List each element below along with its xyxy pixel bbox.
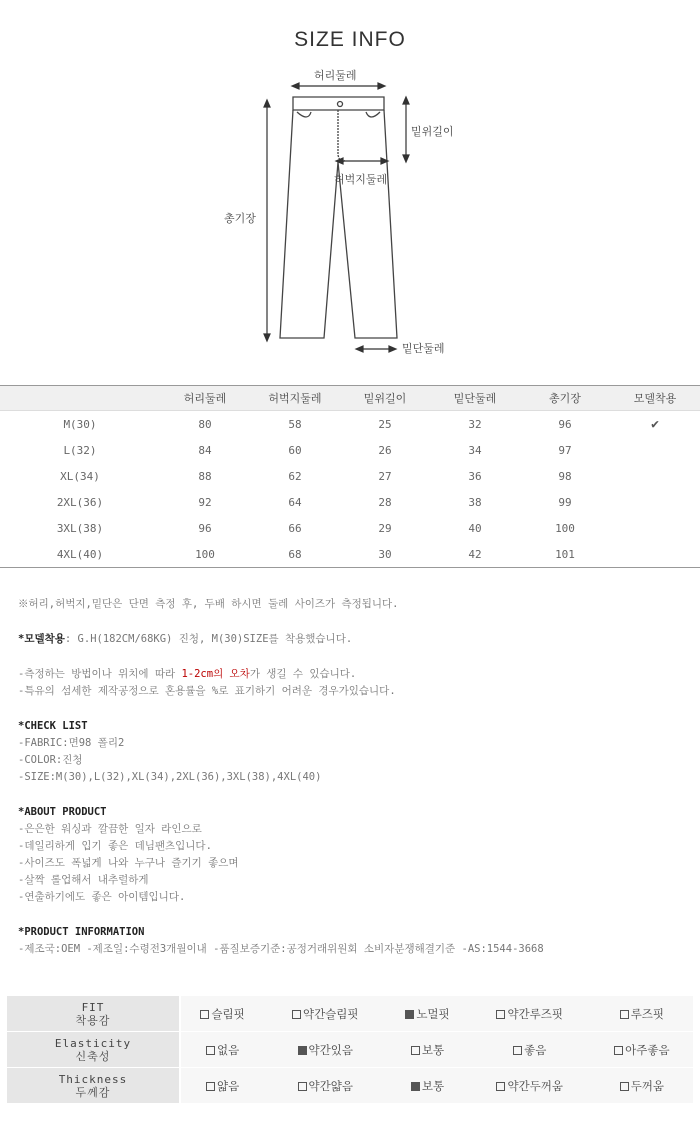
fit-option-label: 얇음: [217, 1078, 240, 1093]
header-cell: 밑단둘레: [430, 386, 520, 411]
unchecked-box-icon: [614, 1046, 623, 1055]
unchecked-box-icon: [513, 1046, 522, 1055]
table-row: [0, 411, 700, 438]
fit-option: [264, 996, 386, 1032]
fit-row: [7, 1068, 693, 1104]
fit-row-label: [7, 996, 180, 1032]
value-cell: [610, 541, 700, 568]
value-cell: 27: [378, 469, 392, 483]
fit-option-label: 보통: [421, 1078, 445, 1093]
size-cell: L(32): [63, 443, 97, 457]
value-cell: 97: [558, 443, 572, 457]
checked-box-icon: [298, 1046, 307, 1055]
value-cell: 40: [468, 521, 482, 535]
value-cell: 28: [378, 495, 392, 509]
value-cell: 60: [288, 443, 302, 457]
fit-row-label: [7, 1068, 180, 1104]
fit-label-en: Elasticity: [54, 1036, 132, 1050]
value-cell: 29: [378, 521, 392, 535]
fit-option-label: 없음: [217, 1042, 240, 1057]
unchecked-box-icon: [411, 1046, 420, 1055]
fit-label-ko: 신축성: [75, 1049, 111, 1063]
hem-label: 밑단둘레: [402, 342, 445, 355]
fit-option: [386, 1068, 468, 1104]
fit-option: [180, 1068, 264, 1104]
fit-label-ko: 착용감: [75, 1013, 111, 1027]
unchecked-box-icon: [206, 1082, 215, 1091]
thigh-label: 허벅지둘레: [334, 173, 388, 186]
size-cell: 4XL(40): [0, 541, 160, 568]
value-cell: 62: [288, 469, 302, 483]
pants-illustration: [0, 60, 700, 360]
model-label: *모델착용: [18, 633, 65, 645]
value-cell: 42: [430, 541, 520, 568]
fit-option: [469, 1068, 591, 1104]
check-list-item: -SIZE:M(30),L(32),XL(34),2XL(36),3XL(38),4XL(40): [18, 771, 322, 783]
value-cell: 58: [288, 417, 302, 431]
table-row: [0, 489, 700, 515]
fit-option: [264, 1068, 386, 1104]
size-cell: 3XL(38): [56, 521, 104, 535]
unchecked-box-icon: [206, 1046, 215, 1055]
fit-table: [7, 996, 693, 1104]
fit-option-label: 약간두꺼움: [507, 1078, 563, 1093]
unchecked-box-icon: [292, 1010, 301, 1019]
fit-option-label: 슬림핏: [211, 1006, 245, 1021]
fit-option: [180, 996, 264, 1032]
value-cell: 30: [340, 541, 430, 568]
value-cell: [610, 437, 700, 463]
header-cell: 총기장: [520, 386, 610, 411]
size-table-header: [0, 386, 700, 411]
about-item: -연출하기에도 좋은 아이템입니다.: [18, 891, 186, 903]
value-cell: 80: [198, 417, 212, 431]
unchecked-box-icon: [496, 1010, 505, 1019]
table-row: [0, 515, 700, 541]
fit-option: [469, 996, 591, 1032]
product-info-line: -제조국:OEM -제조일:수령전3개월이내 -품질보증기준:공정거래위원회 소비자분쟁해결기준 -AS:1544-3668: [18, 943, 544, 955]
value-cell: 88: [198, 469, 212, 483]
value-cell: 99: [558, 495, 572, 509]
value-cell: 100: [555, 521, 575, 535]
header-cell: 허리둘레: [160, 386, 250, 411]
value-cell: 66: [288, 521, 302, 535]
fit-option-label: 약간얇음: [308, 1078, 353, 1093]
fit-option: [264, 1032, 386, 1068]
fit-option-label: 루즈핏: [630, 1006, 665, 1021]
header-cell: 밑위길이: [340, 386, 430, 411]
value-cell: 64: [288, 495, 302, 509]
length-label: 총기장: [224, 212, 256, 225]
pants-diagram: [0, 60, 700, 360]
fit-option: [591, 1068, 693, 1104]
value-cell: 96: [558, 417, 572, 431]
value-cell: 32: [468, 417, 482, 431]
value-cell: 25: [378, 417, 392, 431]
error-note-highlight: 1-2cm의 오차: [181, 668, 250, 680]
product-notes: [18, 596, 688, 958]
fit-label-en: FIT: [81, 1000, 105, 1014]
value-cell: 34: [468, 443, 482, 457]
about-item: -살짝 롤업해서 내추럴하게: [18, 874, 149, 886]
checked-box-icon: [411, 1082, 420, 1091]
value-cell: 68: [250, 541, 340, 568]
fit-option-label: 두꺼움: [630, 1078, 665, 1093]
measure-note: ※허리,허벅지,밑단은 단면 측정 후, 두배 하시면 둘레 사이즈가 측정됩니다.: [18, 598, 399, 610]
error-note-pre: -측정하는 방법이나 위치에 따라: [18, 668, 182, 680]
fit-option: [469, 1032, 591, 1068]
size-table: [0, 385, 700, 568]
value-cell: [610, 463, 700, 489]
error-note: [18, 666, 688, 683]
value-cell: [610, 489, 700, 515]
table-row: [0, 463, 700, 489]
table-row: [0, 541, 700, 568]
fit-option-label: 약간있음: [308, 1042, 353, 1057]
fit-option-label: 노멀핏: [416, 1006, 450, 1021]
unchecked-box-icon: [496, 1082, 505, 1091]
waist-label: 허리둘레: [314, 69, 357, 82]
about-item: -데일리하게 입기 좋은 데님팬츠입니다.: [18, 840, 212, 852]
about-item: -은은한 워싱과 깔끔한 일자 라인으로: [18, 823, 202, 835]
model-check-icon: ✔: [651, 416, 659, 432]
product-info-title: *PRODUCT INFORMATION: [18, 926, 145, 938]
about-item: -사이즈도 폭넓게 나와 누구나 즐기기 좋으며: [18, 857, 239, 869]
value-cell: [610, 515, 700, 541]
value-cell: 38: [468, 495, 482, 509]
value-cell: 84: [198, 443, 212, 457]
size-cell: 2XL(36): [56, 495, 104, 509]
table-row: [0, 437, 700, 463]
check-list-title: *CHECK LIST: [18, 720, 88, 732]
check-list-item: -COLOR:진청: [18, 754, 83, 766]
value-cell: 101: [520, 541, 610, 568]
header-cell: [0, 386, 160, 411]
rise-label: 밑위길이: [411, 125, 454, 138]
about-product-title: *ABOUT PRODUCT: [18, 806, 107, 818]
fit-option-label: 보통: [421, 1042, 445, 1057]
fit-option-label: 약간루즈핏: [507, 1006, 563, 1021]
fit-row: [7, 1032, 693, 1068]
value-cell: 36: [468, 469, 482, 483]
value-cell: 100: [160, 541, 250, 568]
value-cell: 26: [378, 443, 392, 457]
fit-option: [591, 1032, 693, 1068]
unchecked-box-icon: [620, 1010, 629, 1019]
unchecked-box-icon: [200, 1010, 209, 1019]
unchecked-box-icon: [298, 1082, 307, 1091]
fit-option: [386, 996, 468, 1032]
check-list-item: -FABRIC:면98 폴리2: [18, 737, 125, 749]
model-text: : G.H(182CM/68KG) 진청, M(30)SIZE를 착용했습니다.: [64, 633, 353, 645]
size-cell: M(30): [63, 417, 97, 431]
fit-option: [386, 1032, 468, 1068]
page-title: SIZE INFO: [294, 28, 406, 51]
fit-option-label: 약간슬림핏: [302, 1006, 359, 1021]
fit-label-en: Thickness: [58, 1072, 128, 1086]
unchecked-box-icon: [620, 1082, 629, 1091]
value-cell: 96: [198, 521, 212, 535]
fit-option-label: 좋음: [524, 1042, 547, 1057]
fit-row: [7, 996, 693, 1032]
value-cell: 98: [558, 469, 572, 483]
fit-option: [180, 1032, 264, 1068]
fit-option: [591, 996, 693, 1032]
header-cell: 모델착용: [610, 386, 700, 411]
fit-label-ko: 두께감: [75, 1085, 111, 1099]
fit-row-label: [7, 1032, 180, 1068]
header-cell: 허벅지둘레: [250, 386, 340, 411]
checked-box-icon: [405, 1010, 414, 1019]
size-cell: XL(34): [60, 469, 100, 483]
value-cell: 92: [198, 495, 212, 509]
model-note: [18, 631, 688, 648]
error-note-post: 가 생길 수 있습니다.: [249, 668, 357, 680]
process-note: -특유의 섬세한 제작공정으로 혼용률을 %로 표기하기 어려운 경우가있습니다.: [18, 685, 396, 697]
fit-option-label: 아주좋음: [625, 1042, 670, 1057]
